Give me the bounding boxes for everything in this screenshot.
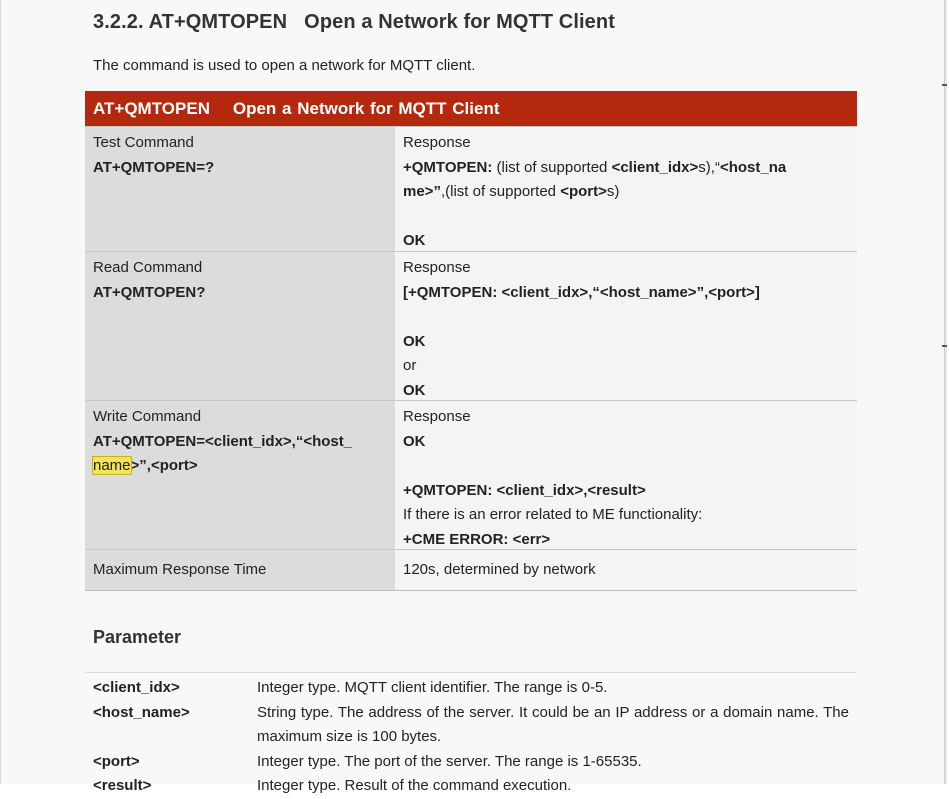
test-response-ok: OK [403, 232, 426, 249]
table-row-read [85, 251, 857, 400]
write-error-code: +CME ERROR: <err> [403, 530, 551, 548]
param-desc: String type. The address of the server. It could be an IP address or a domain name. The maximum size is 100 bytes. [257, 703, 849, 745]
page-edge-marker [942, 345, 947, 347]
write-error-note: If there is an error related to ME functionality: [403, 506, 703, 523]
parameter-row [93, 774, 849, 799]
write-command-label: Write Command [93, 408, 202, 425]
param-name: <result> [93, 777, 152, 794]
read-command-syntax: AT+QMTOPEN? [93, 283, 206, 301]
test-resp-text: (list of supported [492, 158, 612, 176]
read-response-ok-alt: OK [403, 381, 426, 399]
write-command-syntax-line1: AT+QMTOPEN=<client_idx>,“<host_ [93, 432, 353, 450]
read-response-line: [+QMTOPEN: <client_idx>,“<host_name>”,<port>] [403, 283, 760, 301]
test-resp-param: <port> [560, 183, 607, 200]
read-response-cell [395, 252, 857, 400]
highlighted-text[interactable]: name [93, 457, 131, 474]
param-name: <port> [93, 752, 140, 770]
parameter-row [93, 701, 849, 750]
read-command-cell [85, 252, 395, 400]
table-row-write [85, 400, 857, 549]
parameter-row [93, 676, 849, 701]
write-response-ok: OK [403, 432, 426, 450]
test-command-label: Test Command [93, 134, 194, 151]
parameter-heading: Parameter [93, 627, 182, 647]
section-heading [93, 11, 615, 34]
header-title: Open a Network for MQTT Client [232, 99, 500, 118]
test-resp-text: s),“ [698, 158, 720, 176]
table-row-max-time [85, 549, 857, 590]
write-command-cell [85, 401, 395, 549]
write-syntax-rest: >”,<port> [130, 457, 198, 474]
param-desc: Integer type. MQTT client identifier. The range is 0-5. [257, 679, 608, 696]
write-response-urc: +QMTOPEN: <client_idx>,<result> [403, 481, 646, 499]
page-left-edge [0, 0, 1, 784]
write-response-cell [395, 401, 857, 549]
test-resp-text: s) [606, 183, 620, 200]
parameter-divider [85, 672, 857, 673]
write-response-label: Response [403, 408, 471, 425]
test-command-syntax: AT+QMTOPEN=? [93, 158, 215, 176]
write-command-syntax-line2 [93, 454, 395, 479]
read-response-ok: OK [403, 332, 426, 350]
param-name: <host_name> [93, 703, 190, 721]
parameter-list [93, 676, 849, 799]
header-command: AT+QMTOPEN [93, 99, 210, 118]
command-table [85, 91, 857, 591]
max-time-value: 120s, determined by network [395, 550, 857, 590]
page-edge-marker [942, 84, 947, 86]
test-response-line2 [403, 180, 849, 205]
table-row-test [85, 126, 857, 251]
test-command-cell [85, 127, 395, 251]
section-command: AT+QMTOPEN [148, 11, 288, 33]
section-title-text: Open a Network for MQTT Client [304, 11, 615, 33]
read-command-label: Read Command [93, 259, 203, 276]
intro-text: The command is used to open a network for MQTT client. [93, 57, 476, 74]
test-resp-param: <client_idx> [611, 158, 699, 176]
section-number: 3.2.2. [93, 11, 144, 33]
max-time-label: Maximum Response Time [85, 550, 395, 590]
test-response-cell [395, 127, 857, 251]
test-response-line1 [403, 156, 849, 181]
test-resp-prefix: +QMTOPEN: [403, 158, 493, 176]
command-table-header [85, 91, 857, 126]
test-resp-param: <host_na [719, 158, 787, 176]
test-resp-text: ,(list of supported [440, 183, 561, 200]
param-name: <client_idx> [93, 679, 180, 696]
param-desc: Integer type. Result of the command execution. [257, 777, 572, 794]
test-resp-param: me>” [403, 183, 441, 200]
param-desc: Integer type. The port of the server. The range is 1-65535. [257, 752, 642, 770]
read-response-label: Response [403, 259, 471, 276]
test-response-label: Response [403, 134, 471, 151]
page-scroll-edge[interactable] [944, 0, 947, 784]
read-response-or: or [403, 357, 417, 374]
parameter-row [93, 750, 849, 775]
